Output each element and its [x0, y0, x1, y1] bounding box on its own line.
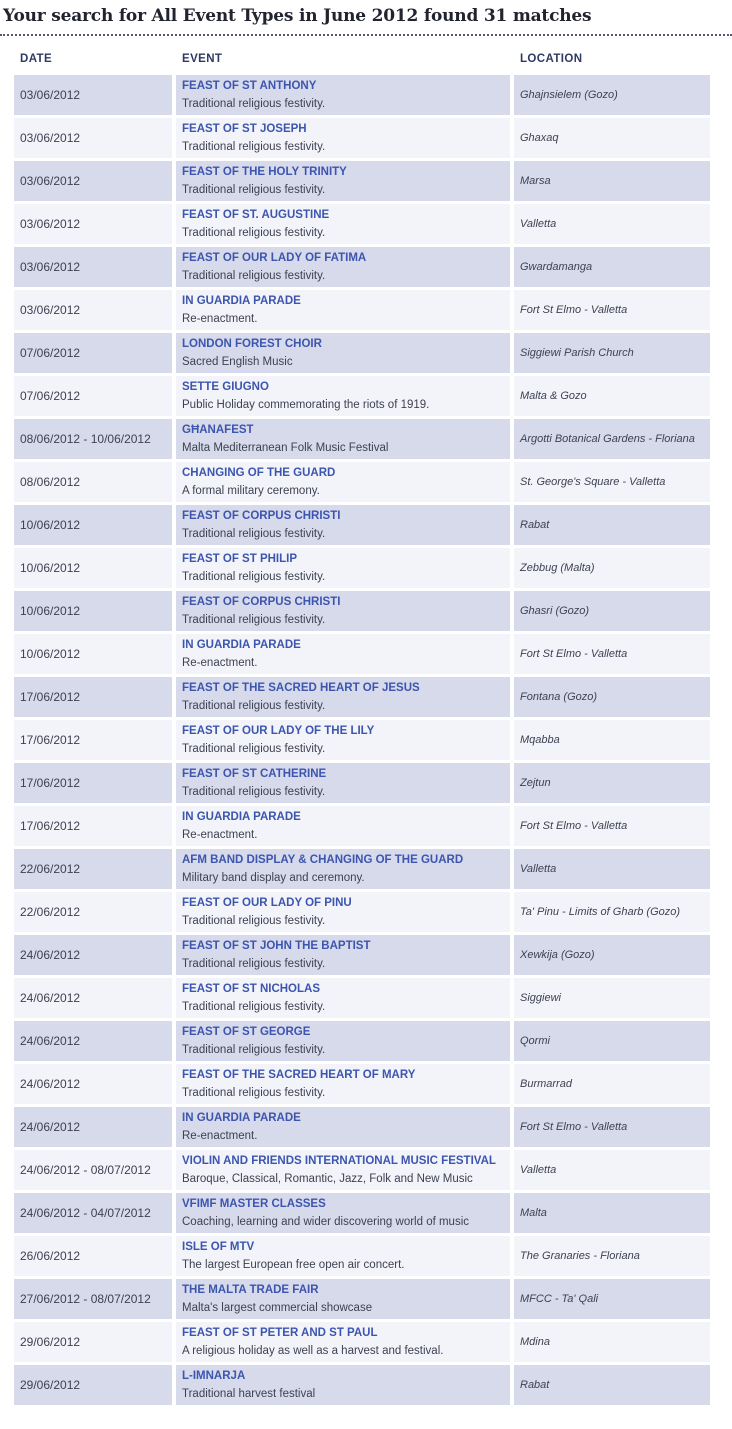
event-details-cell [176, 978, 510, 1018]
event-row [14, 247, 710, 287]
event-location-cell: Fort St Elmo - Valletta [514, 634, 710, 674]
event-title-link[interactable]: IN GUARDIA PARADE [182, 811, 301, 823]
column-header-location: LOCATION [520, 53, 583, 65]
event-title-link[interactable]: VFIMF MASTER CLASSES [182, 1198, 326, 1210]
event-date-cell: 10/06/2012 [14, 548, 172, 588]
event-description: Traditional religious festivity. [182, 700, 326, 712]
event-location-cell: Ta' Pinu - Limits of Gharb (Gozo) [514, 892, 710, 932]
events-table [10, 41, 714, 1408]
event-location-cell: Ghaxaq [514, 118, 710, 158]
event-row [14, 978, 710, 1018]
event-location-cell: Gwardamanga [514, 247, 710, 287]
event-row [14, 591, 710, 631]
event-description: Traditional religious festivity. [182, 184, 326, 196]
event-title-link[interactable]: FEAST OF ST NICHOLAS [182, 983, 320, 995]
event-date-cell: 17/06/2012 [14, 720, 172, 760]
event-date-cell: 03/06/2012 [14, 118, 172, 158]
event-details-cell [176, 204, 510, 244]
event-date-cell: 07/06/2012 [14, 333, 172, 373]
event-description: Traditional religious festivity. [182, 786, 326, 798]
event-details-cell [176, 333, 510, 373]
event-date-cell: 26/06/2012 [14, 1236, 172, 1276]
event-location-cell: MFCC - Ta' Qali [514, 1279, 710, 1319]
event-description: Traditional religious festivity. [182, 1001, 326, 1013]
event-details-cell [176, 1365, 510, 1405]
event-title-link[interactable]: FEAST OF THE HOLY TRINITY [182, 166, 347, 178]
event-row [14, 505, 710, 545]
event-date-cell: 03/06/2012 [14, 204, 172, 244]
event-title-link[interactable]: FEAST OF THE SACRED HEART OF MARY [182, 1069, 416, 1081]
event-title-link[interactable]: IN GUARDIA PARADE [182, 295, 301, 307]
event-title-link[interactable]: FEAST OF ST CATHERINE [182, 768, 327, 780]
event-details-cell [176, 1064, 510, 1104]
event-details-cell [176, 1236, 510, 1276]
event-title-link[interactable]: FEAST OF CORPUS CHRISTI [182, 596, 341, 608]
event-title-link[interactable]: LONDON FOREST CHOIR [182, 338, 322, 350]
event-description: Traditional religious festivity. [182, 614, 326, 626]
event-title-link[interactable]: IN GUARDIA PARADE [182, 1112, 301, 1124]
column-header-event: EVENT [182, 53, 223, 65]
event-location-cell: Fontana (Gozo) [514, 677, 710, 717]
event-location-cell: Siggiewi Parish Church [514, 333, 710, 373]
event-title-link[interactable]: FEAST OF CORPUS CHRISTI [182, 510, 341, 522]
event-date-cell: 24/06/2012 [14, 978, 172, 1018]
event-details-cell [176, 591, 510, 631]
event-row [14, 1236, 710, 1276]
event-title-link[interactable]: FEAST OF ST PETER AND ST PAUL [182, 1327, 378, 1339]
event-details-cell [176, 1021, 510, 1061]
event-details-cell [176, 462, 510, 502]
event-description: Traditional religious festivity. [182, 1087, 326, 1099]
event-description: Malta's largest commercial showcase [182, 1302, 373, 1314]
event-location-cell: Fort St Elmo - Valletta [514, 1107, 710, 1147]
event-location-cell: Ghasri (Gozo) [514, 591, 710, 631]
event-description: Traditional religious festivity. [182, 270, 326, 282]
event-row [14, 1107, 710, 1147]
events-table-body [14, 75, 710, 1405]
event-description: Baroque, Classical, Romantic, Jazz, Folk and New Music [182, 1173, 473, 1185]
event-row [14, 720, 710, 760]
event-row [14, 1150, 710, 1190]
event-description: Public Holiday commemorating the riots of 1919. [182, 399, 430, 411]
event-description: Traditional religious festivity. [182, 958, 326, 970]
event-description: Traditional religious festivity. [182, 528, 326, 540]
event-date-cell: 24/06/2012 [14, 1107, 172, 1147]
event-description: Traditional religious festivity. [182, 141, 326, 153]
event-row [14, 161, 710, 201]
event-row [14, 849, 710, 889]
search-results-summary: Your search for All Event Types in June 2012 found 31 matches [3, 6, 592, 26]
event-row [14, 1365, 710, 1405]
event-description: Re-enactment. [182, 829, 258, 841]
event-date-cell: 24/06/2012 [14, 1021, 172, 1061]
event-details-cell [176, 763, 510, 803]
event-location-cell: Fort St Elmo - Valletta [514, 806, 710, 846]
event-title-link[interactable]: VIOLIN AND FRIENDS INTERNATIONAL MUSIC FESTIVAL [182, 1155, 496, 1167]
event-location-cell: Malta & Gozo [514, 376, 710, 416]
event-date-cell: 10/06/2012 [14, 634, 172, 674]
event-details-cell [176, 505, 510, 545]
event-date-cell: 10/06/2012 [14, 505, 172, 545]
event-title-link[interactable]: GĦANAFEST [182, 424, 254, 436]
event-details-cell [176, 247, 510, 287]
event-description: Military band display and ceremony. [182, 872, 365, 884]
event-details-cell [176, 849, 510, 889]
event-row [14, 1322, 710, 1362]
event-date-cell: 22/06/2012 [14, 892, 172, 932]
event-description: Traditional religious festivity. [182, 98, 326, 110]
event-title-link[interactable]: CHANGING OF THE GUARD [182, 467, 336, 479]
event-location-cell: The Granaries - Floriana [514, 1236, 710, 1276]
event-date-cell: 24/06/2012 - 08/07/2012 [14, 1150, 172, 1190]
event-row [14, 806, 710, 846]
event-date-cell: 29/06/2012 [14, 1322, 172, 1362]
event-date-cell: 10/06/2012 [14, 591, 172, 631]
event-details-cell [176, 1107, 510, 1147]
event-details-cell [176, 720, 510, 760]
event-row [14, 376, 710, 416]
event-date-cell: 03/06/2012 [14, 161, 172, 201]
event-title-link[interactable]: FEAST OF THE SACRED HEART OF JESUS [182, 682, 420, 694]
event-date-cell: 07/06/2012 [14, 376, 172, 416]
event-location-cell: Marsa [514, 161, 710, 201]
event-row [14, 935, 710, 975]
event-row [14, 118, 710, 158]
event-description: Traditional religious festivity. [182, 915, 326, 927]
event-details-cell [176, 1279, 510, 1319]
event-title-link[interactable]: FEAST OF ST PHILIP [182, 553, 298, 565]
event-details-cell [176, 376, 510, 416]
event-date-cell: 24/06/2012 - 04/07/2012 [14, 1193, 172, 1233]
event-description: The largest European free open air concert. [182, 1259, 405, 1271]
event-row [14, 333, 710, 373]
event-title-link[interactable]: FEAST OF OUR LADY OF THE LILY [182, 725, 375, 737]
event-details-cell [176, 161, 510, 201]
event-title-link[interactable]: SETTE GIUGNO [182, 381, 269, 393]
event-date-cell: 27/06/2012 - 08/07/2012 [14, 1279, 172, 1319]
event-title-link[interactable]: AFM BAND DISPLAY & CHANGING OF THE GUARD [182, 854, 464, 866]
event-row [14, 419, 710, 459]
event-description: Re-enactment. [182, 1130, 258, 1142]
event-details-cell [176, 892, 510, 932]
event-description: Traditional harvest festival [182, 1388, 316, 1400]
event-date-cell: 03/06/2012 [14, 75, 172, 115]
event-title-link[interactable]: FEAST OF ST JOHN THE BAPTIST [182, 940, 371, 952]
event-date-cell: 03/06/2012 [14, 247, 172, 287]
event-date-cell: 17/06/2012 [14, 806, 172, 846]
event-title-link[interactable]: FEAST OF ST JOSEPH [182, 123, 307, 135]
event-location-cell: Zebbug (Malta) [514, 548, 710, 588]
event-row [14, 892, 710, 932]
event-date-cell: 24/06/2012 [14, 935, 172, 975]
event-details-cell [176, 634, 510, 674]
event-description: Re-enactment. [182, 657, 258, 669]
event-row [14, 462, 710, 502]
events-table-header [14, 44, 710, 72]
event-location-cell: Mqabba [514, 720, 710, 760]
dotted-divider [0, 34, 732, 36]
event-location-cell: Mdina [514, 1322, 710, 1362]
event-row [14, 677, 710, 717]
event-title-link[interactable]: FEAST OF OUR LADY OF PINU [182, 897, 352, 909]
event-title-link[interactable]: ISLE OF MTV [182, 1241, 255, 1253]
event-row [14, 1021, 710, 1061]
event-description: Traditional religious festivity. [182, 1044, 326, 1056]
event-location-cell: Qormi [514, 1021, 710, 1061]
event-row [14, 763, 710, 803]
event-location-cell: Xewkija (Gozo) [514, 935, 710, 975]
event-details-cell [176, 419, 510, 459]
event-description: Traditional religious festivity. [182, 227, 326, 239]
event-row [14, 634, 710, 674]
event-location-cell: Argotti Botanical Gardens - Floriana [514, 419, 710, 459]
event-title-link[interactable]: L-IMNARJA [182, 1370, 246, 1382]
event-description: Traditional religious festivity. [182, 743, 326, 755]
event-location-cell: Valletta [514, 204, 710, 244]
event-details-cell [176, 1150, 510, 1190]
event-title-link[interactable]: IN GUARDIA PARADE [182, 639, 301, 651]
event-row [14, 1193, 710, 1233]
event-date-cell: 03/06/2012 [14, 290, 172, 330]
event-details-cell [176, 677, 510, 717]
event-location-cell: Zejtun [514, 763, 710, 803]
event-title-link[interactable]: FEAST OF ST GEORGE [182, 1026, 311, 1038]
event-description: Re-enactment. [182, 313, 258, 325]
event-title-link[interactable]: FEAST OF ST ANTHONY [182, 80, 317, 92]
event-details-cell [176, 548, 510, 588]
event-description: Sacred English Music [182, 356, 293, 368]
event-details-cell [176, 118, 510, 158]
event-location-cell: Valletta [514, 1150, 710, 1190]
event-description: A religious holiday as well as a harvest and festival. [182, 1345, 444, 1357]
event-location-cell: Burmarrad [514, 1064, 710, 1104]
header-row [14, 44, 710, 72]
event-date-cell: 24/06/2012 [14, 1064, 172, 1104]
event-location-cell: Ghajnsielem (Gozo) [514, 75, 710, 115]
event-row [14, 1064, 710, 1104]
event-location-cell: St. George's Square - Valletta [514, 462, 710, 502]
event-title-link[interactable]: THE MALTA TRADE FAIR [182, 1284, 319, 1296]
event-row [14, 548, 710, 588]
event-description: A formal military ceremony. [182, 485, 320, 497]
event-details-cell [176, 290, 510, 330]
event-details-cell [176, 935, 510, 975]
event-row [14, 204, 710, 244]
event-date-cell: 08/06/2012 [14, 462, 172, 502]
event-date-cell: 08/06/2012 - 10/06/2012 [14, 419, 172, 459]
event-title-link[interactable]: FEAST OF ST. AUGUSTINE [182, 209, 330, 221]
event-title-link[interactable]: FEAST OF OUR LADY OF FATIMA [182, 252, 367, 264]
event-row [14, 1279, 710, 1319]
event-location-cell: Malta [514, 1193, 710, 1233]
event-date-cell: 17/06/2012 [14, 677, 172, 717]
event-location-cell: Rabat [514, 505, 710, 545]
event-date-cell: 29/06/2012 [14, 1365, 172, 1405]
event-location-cell: Rabat [514, 1365, 710, 1405]
event-details-cell [176, 1193, 510, 1233]
event-row [14, 290, 710, 330]
event-date-cell: 22/06/2012 [14, 849, 172, 889]
event-details-cell [176, 1322, 510, 1362]
event-description: Traditional religious festivity. [182, 571, 326, 583]
event-location-cell: Siggiewi [514, 978, 710, 1018]
event-description: Coaching, learning and wider discovering world of music [182, 1216, 470, 1228]
event-details-cell [176, 806, 510, 846]
event-location-cell: Valletta [514, 849, 710, 889]
column-header-date: DATE [20, 53, 53, 65]
event-location-cell: Fort St Elmo - Valletta [514, 290, 710, 330]
event-date-cell: 17/06/2012 [14, 763, 172, 803]
event-details-cell [176, 75, 510, 115]
event-row [14, 75, 710, 115]
event-description: Malta Mediterranean Folk Music Festival [182, 442, 389, 454]
